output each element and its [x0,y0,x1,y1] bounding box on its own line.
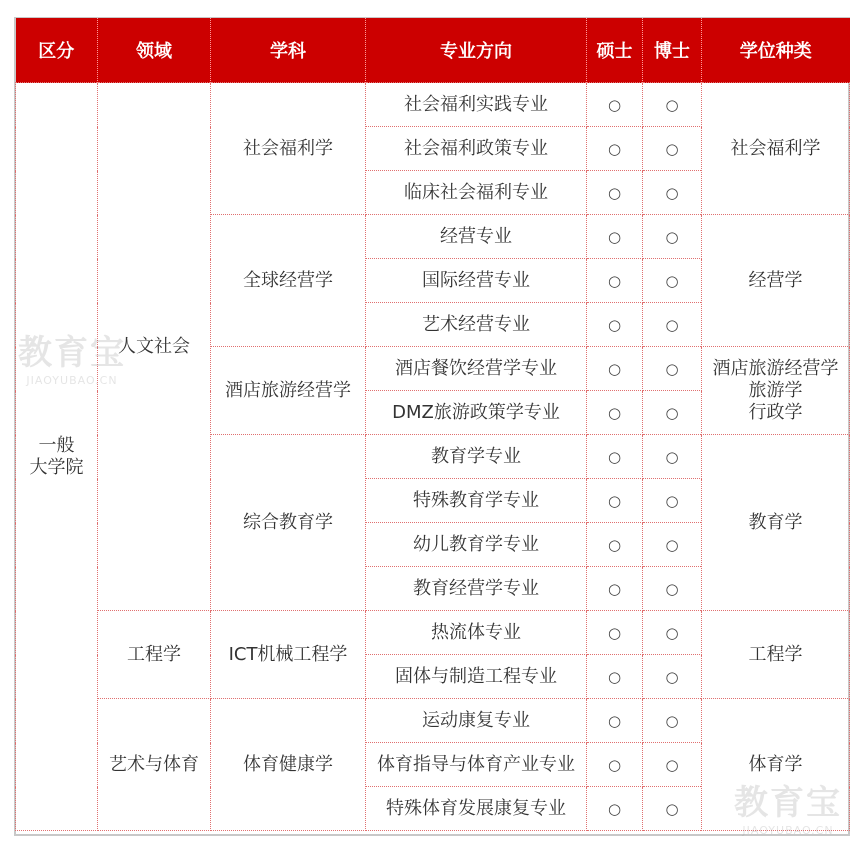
subject-cell: 酒店旅游经营学 [211,347,366,435]
major-cell: 热流体专业 [366,611,587,655]
subject-cell: 全球经营学 [211,215,366,347]
master-mark: ○ [587,215,643,259]
doctor-mark: ○ [643,83,702,127]
degree-label: 社会福利学 [730,137,821,159]
master-mark: ○ [587,479,643,523]
major-cell: 体育指导与体育产业专业 [366,743,587,787]
master-mark: ○ [587,259,643,303]
master-mark: ○ [587,787,643,831]
major-cell: 运动康复专业 [366,699,587,743]
degree-label: 工程学 [748,643,803,665]
doctor-mark: ○ [643,787,702,831]
master-mark: ○ [587,655,643,699]
header-row [16,18,850,83]
field-cell: 艺术与体育 [98,699,211,831]
district-label: 一般 大学院 [29,434,84,478]
watermark-domain: JIAOYUBAO.CN [742,824,834,837]
watermark-domain: JIAOYUBAO.CN [26,374,118,387]
header-major: 专业方向 [366,18,587,83]
table-row [16,699,850,743]
master-mark: ○ [587,699,643,743]
watermark-logo: 教育宝 [18,333,126,373]
degree-cell [702,347,850,435]
master-mark: ○ [587,83,643,127]
field-cell: 人文社会 [98,83,211,611]
master-mark: ○ [587,743,643,787]
degree-cell [702,435,850,611]
major-cell: 经营专业 [366,215,587,259]
subject-cell: 社会福利学 [211,83,366,215]
doctor-mark: ○ [643,699,702,743]
header-doctor: 博士 [643,18,702,83]
major-cell: 社会福利政策专业 [366,127,587,171]
header-district: 区分 [16,18,98,83]
doctor-mark: ○ [643,743,702,787]
subject-cell: 综合教育学 [211,435,366,611]
table-body [16,83,850,831]
major-cell: 教育学专业 [366,435,587,479]
doctor-mark: ○ [643,303,702,347]
degree-label: 经营学 [748,269,803,291]
doctor-mark: ○ [643,567,702,611]
master-mark: ○ [587,347,643,391]
table-row [16,611,850,655]
major-cell: 特殊体育发展康复专业 [366,787,587,831]
doctor-mark: ○ [643,215,702,259]
master-mark: ○ [587,303,643,347]
degree-label: 体育学 [748,753,803,775]
master-mark: ○ [587,611,643,655]
degree-cell [702,215,850,347]
doctor-mark: ○ [643,259,702,303]
degree-label: 教育学 [748,511,803,533]
master-mark: ○ [587,391,643,435]
district-cell [16,83,98,831]
header-degree: 学位种类 [702,18,850,83]
doctor-mark: ○ [643,479,702,523]
major-cell: DMZ旅游政策学专业 [366,391,587,435]
major-cell: 国际经营专业 [366,259,587,303]
table-row [16,83,850,127]
major-cell: 幼儿教育学专业 [366,523,587,567]
degree-cell [702,699,850,831]
major-cell: 固体与制造工程专业 [366,655,587,699]
major-cell: 艺术经营专业 [366,303,587,347]
doctor-mark: ○ [643,611,702,655]
degree-label: 酒店旅游经营学 [712,357,839,379]
doctor-mark: ○ [643,435,702,479]
field-cell: 工程学 [98,611,211,699]
header-master: 硕士 [587,18,643,83]
degree-cell [702,611,850,699]
subject-cell: 体育健康学 [211,699,366,831]
doctor-mark: ○ [643,127,702,171]
degree-label: 行政学 [748,401,803,423]
doctor-mark: ○ [643,391,702,435]
major-cell: 临床社会福利专业 [366,171,587,215]
watermark-logo: 教育宝 [734,783,842,823]
major-cell: 社会福利实践专业 [366,83,587,127]
header-field: 领域 [98,18,211,83]
master-mark: ○ [587,171,643,215]
master-mark: ○ [587,435,643,479]
subject-cell: ICT机械工程学 [211,611,366,699]
doctor-mark: ○ [643,171,702,215]
degree-label: 旅游学 [748,379,803,401]
doctor-mark: ○ [643,347,702,391]
master-mark: ○ [587,127,643,171]
degree-cell [702,83,850,215]
master-mark: ○ [587,567,643,611]
major-cell: 教育经营学专业 [366,567,587,611]
major-cell: 酒店餐饮经营学专业 [366,347,587,391]
program-table [15,18,850,831]
header-subject: 学科 [211,18,366,83]
master-mark: ○ [587,523,643,567]
doctor-mark: ○ [643,523,702,567]
doctor-mark: ○ [643,655,702,699]
major-cell: 特殊教育学专业 [366,479,587,523]
